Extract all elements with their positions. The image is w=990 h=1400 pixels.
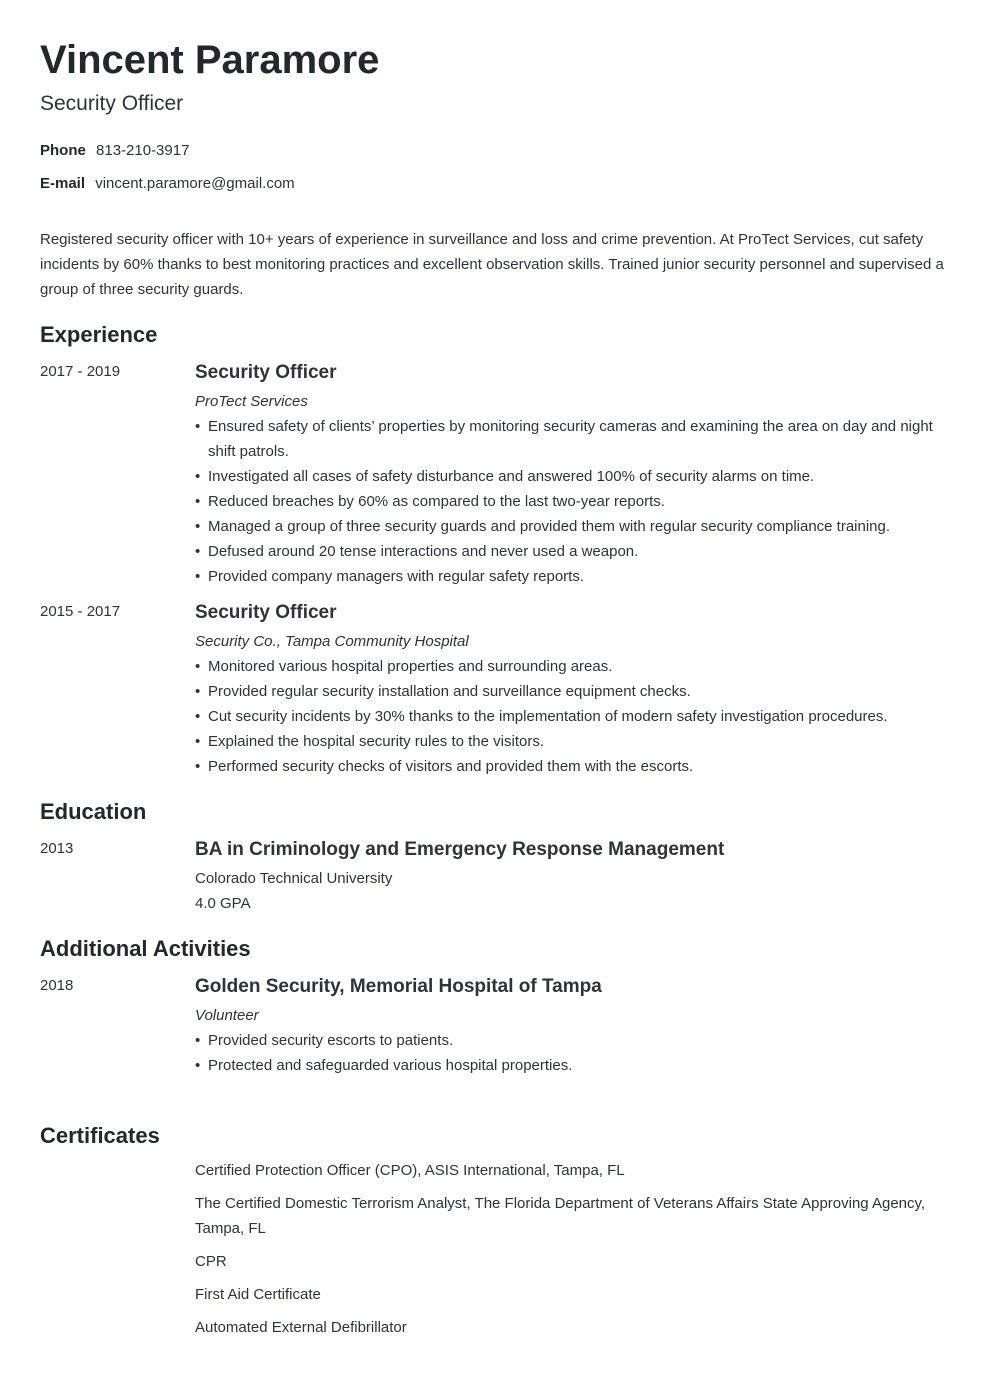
section-heading-certificates: Certificates [40, 1123, 160, 1148]
bullet-item: • Ensured safety of clients’ properties by monitoring security cameras and examining the area on day and night shift patrols. [195, 418, 933, 460]
entry-dates: 2018 [40, 977, 74, 994]
candidate-name: Vincent Paramore [40, 38, 380, 82]
entry-bullets [195, 414, 950, 589]
bullet-item: • Explained the hospital security rules to the visitors. [195, 733, 544, 750]
contact-email [40, 173, 295, 195]
professional-summary: Registered security officer with 10+ years of experience in surveillance and loss and crime prevention. At ProTect Services, cut safety incidents by 60% thanks to best monitoring practices and excellent observation skills. Trained junior security personnel and supervised a group of three security guards. [40, 231, 944, 298]
bullet-item: • Provided company managers with regular safety reports. [195, 568, 585, 585]
certificate-item: CPR [195, 1253, 227, 1270]
bullet-item: • Investigated all cases of safety disturbance and answered 100% of security alarms on time. [195, 468, 815, 485]
bullet-item: • Performed security checks of visitors and provided them with the escorts. [195, 758, 694, 775]
certificate-item: First Aid Certificate [195, 1286, 321, 1303]
entry-bullets [195, 1028, 950, 1078]
section-heading-activities: Additional Activities [40, 936, 251, 961]
entry-dates: 2013 [40, 840, 74, 857]
contact-email-label: E-mail [40, 175, 86, 192]
bullet-item: • Cut security incidents by 30% thanks to the implementation of modern safety investigation procedures. [195, 708, 888, 725]
candidate-title: Security Officer [40, 92, 184, 115]
entry-role: Security Officer [195, 602, 337, 623]
bullet-item: • Provided regular security installation and surveillance equipment checks. [195, 683, 691, 700]
bullet-item: • Defused around 20 tense interactions and never used a weapon. [195, 543, 639, 560]
entry-body [195, 361, 950, 589]
contact-phone-value: 813-210-3917 [96, 142, 190, 159]
certificate-item: The Certified Domestic Terrorism Analyst, The Florida Department of Veterans Affairs State Approving Agency, Tampa, FL [195, 1195, 926, 1237]
entry-body [195, 838, 950, 916]
entry-role: Security Officer [195, 362, 337, 383]
entry-dates: 2017 - 2019 [40, 363, 121, 380]
bullet-item: • Protected and safeguarded various hospital properties. [195, 1057, 573, 1074]
bullet-item: • Monitored various hospital properties and surrounding areas. [195, 658, 613, 675]
entry-body [195, 975, 950, 1078]
bullet-item: • Provided security escorts to patients. [195, 1032, 454, 1049]
entry-body [195, 601, 950, 779]
entry-degree: BA in Criminology and Emergency Response Management [195, 839, 725, 860]
contact-email-value: vincent.paramore@gmail.com [95, 175, 295, 192]
bullet-item: • Reduced breaches by 60% as compared to the last two-year reports. [195, 493, 665, 510]
entry-role: Golden Security, Memorial Hospital of Tampa [195, 976, 602, 997]
entry-dates: 2015 - 2017 [40, 603, 121, 620]
certificate-item: Automated External Defibrillator [195, 1319, 407, 1336]
section-heading-experience: Experience [40, 322, 158, 347]
entry-bullets [195, 654, 950, 779]
bullet-item: • Managed a group of three security guards and provided them with regular security compliance training. [195, 518, 891, 535]
contact-phone [40, 140, 189, 162]
contact-phone-label: Phone [40, 142, 86, 159]
entry-school: Colorado Technical University [195, 870, 393, 887]
section-heading-education: Education [40, 799, 147, 824]
entry-gpa: 4.0 GPA [195, 895, 251, 912]
entry-organization: Security Co., Tampa Community Hospital [195, 633, 469, 650]
certificate-item: Certified Protection Officer (CPO), ASIS International, Tampa, FL [195, 1162, 625, 1179]
entry-organization: Volunteer [195, 1007, 259, 1024]
entry-organization: ProTect Services [195, 393, 308, 410]
